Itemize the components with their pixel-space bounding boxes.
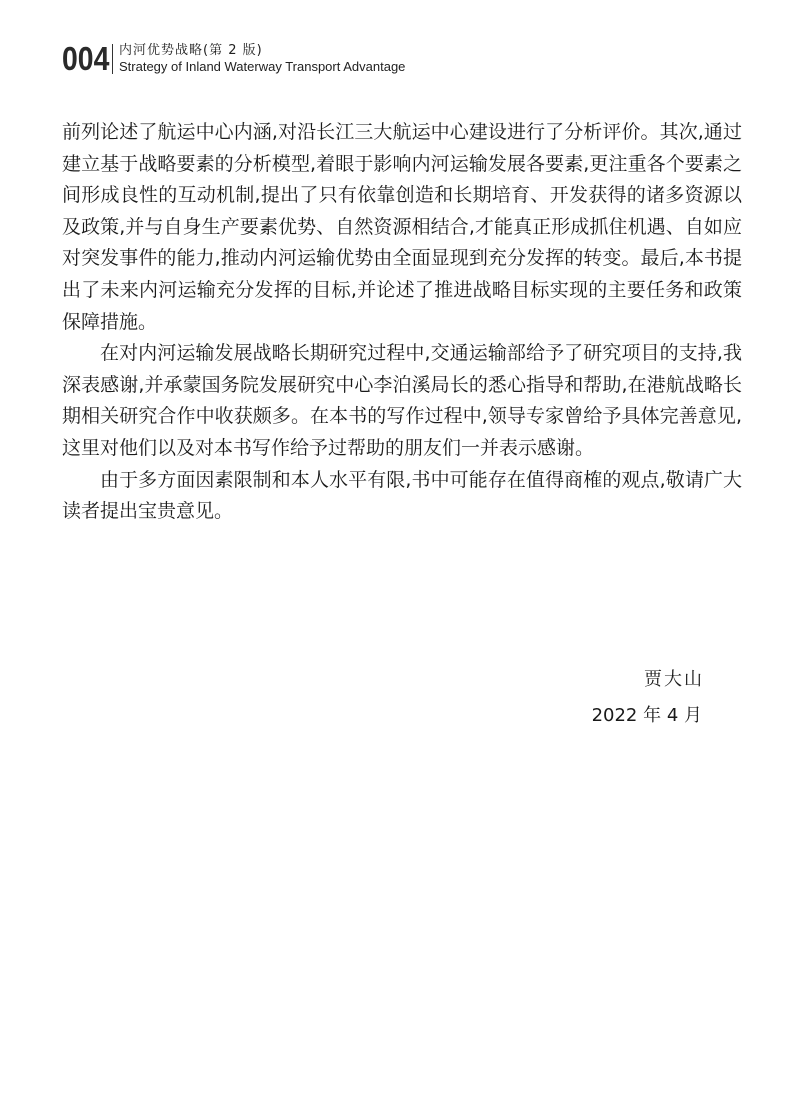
page-header xyxy=(62,41,405,77)
book-title-english: Strategy of Inland Waterway Transport Advantage xyxy=(119,59,406,74)
running-title xyxy=(119,41,405,75)
body-text xyxy=(62,117,742,528)
header-divider xyxy=(112,44,113,74)
paragraph-closing: 由于多方面因素限制和本人水平有限,书中可能存在值得商榷的观点,敬请广大读者提出宝贵意见。 xyxy=(62,468,742,523)
author-name: 贾大山 xyxy=(644,669,704,690)
signature-block xyxy=(592,662,702,734)
page-number: 004 xyxy=(62,40,110,77)
paragraph-continued: 前列论述了航运中心内涵,对沿长江三大航运中心建设进行了分析评价。其次,通过建立基于战略要素的分析模型,着眼于影响内河运输发展各要素,更注重各个要素之间形成良性的互动机制,提出了只有依靠创造和长期培育、开发获得的诸多资源以及政策,并与自身生产要素优势、自然资源相结合,才能真正形成抓住机遇、自如应对突发事件的能力,推动内河运输优势由全面显现到充分发挥的转变。最后,本书提出了未来内河运输充分发挥的目标,并论述了推进战略目标实现的主要任务和政策保障措施。 xyxy=(62,121,742,333)
signature-date: 2022 年 4 月 xyxy=(591,705,702,726)
book-title-chinese: 内河优势战略(第 2 版) xyxy=(119,43,263,58)
paragraph-acknowledgement: 在对内河运输发展战略长期研究过程中,交通运输部给予了研究项目的支持,我深表感谢,并承蒙国务院发展研究中心李泊溪局长的悉心指导和帮助,在港航战略长期相关研究合作中收获颇多。在本书的写作过程中,领导专家曾给予具体完善意见,这里对他们以及对本书写作给予过帮助的朋友们一并表示感谢。 xyxy=(62,342,742,459)
